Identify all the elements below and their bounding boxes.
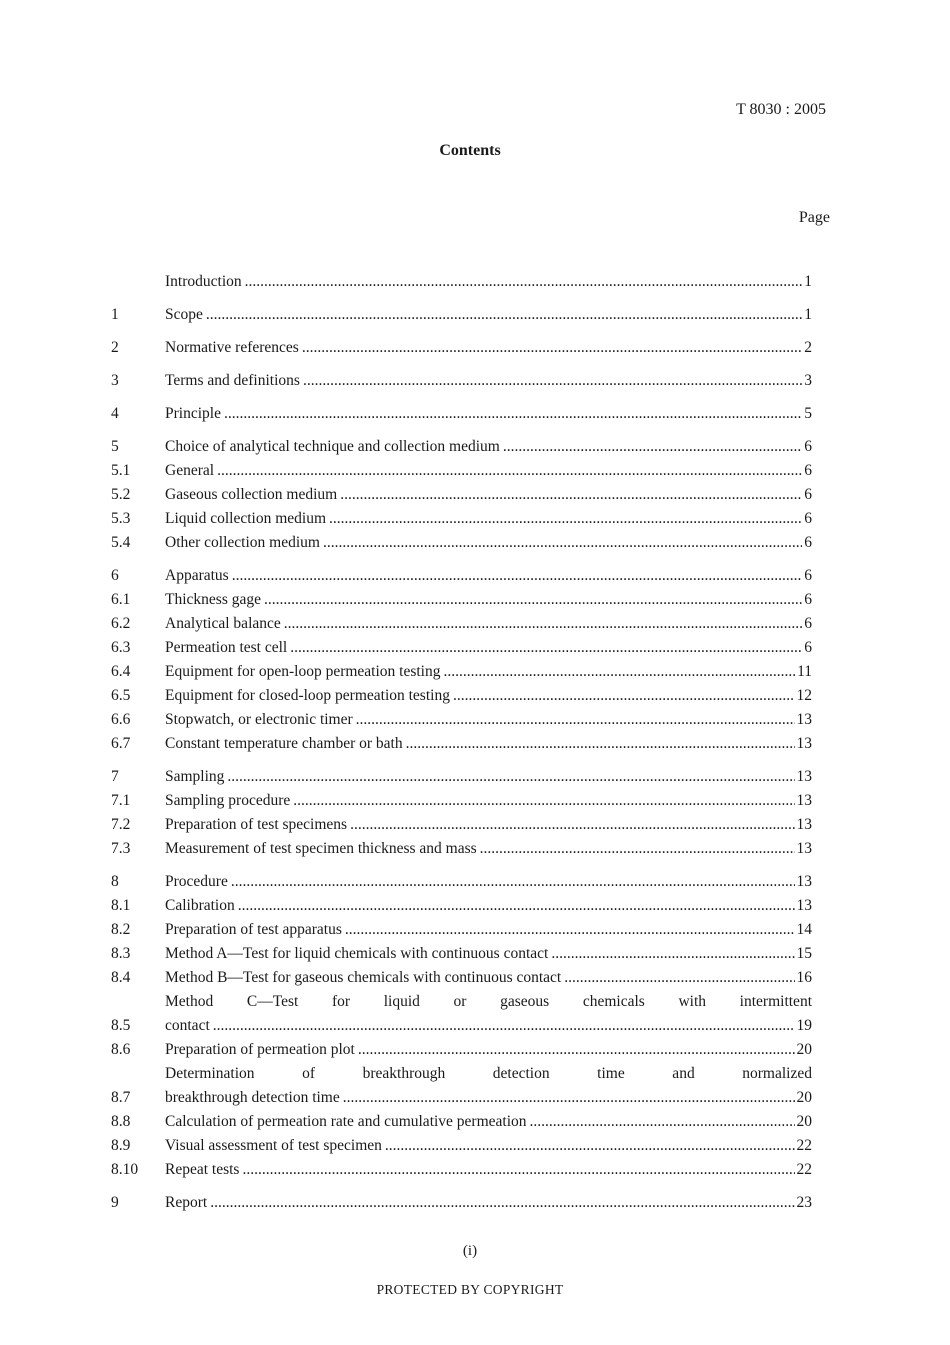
toc-entry-label: Sampling <box>165 768 225 785</box>
dot-leader <box>358 1038 795 1062</box>
toc-entry[interactable] <box>111 918 812 942</box>
dot-leader <box>284 612 802 636</box>
toc-entry-page: 13 <box>796 768 812 785</box>
dot-leader <box>264 588 802 612</box>
toc-entry-page: 13 <box>796 792 812 809</box>
dot-leader <box>242 1158 794 1182</box>
toc-entry[interactable] <box>111 684 812 708</box>
dot-leader <box>453 684 795 708</box>
toc-entry-label: Permeation test cell <box>165 639 288 656</box>
toc-entry[interactable] <box>111 789 812 813</box>
toc-entry-page: 13 <box>796 735 812 752</box>
toc-entry-label: Normative references <box>165 339 299 356</box>
toc-entry[interactable] <box>111 303 812 327</box>
dot-leader <box>245 270 803 294</box>
toc-entry-number: 1 <box>111 306 119 323</box>
toc-entry-page: 1 <box>804 273 812 290</box>
toc-entry-number: 6.6 <box>111 711 131 728</box>
toc-entry-number: 7.2 <box>111 816 131 833</box>
toc-entry-number: 4 <box>111 405 119 422</box>
toc-entry-label: Preparation of permeation plot <box>165 1041 355 1058</box>
toc-entry-number: 8.2 <box>111 921 131 938</box>
toc-entry-page: 13 <box>796 873 812 890</box>
toc-entry-label: Determination of breakthrough detection time and normalized <box>165 1065 812 1082</box>
toc-entry-label: Method C—Test for liquid or gaseous chemicals with intermittent <box>165 993 812 1010</box>
toc-entry[interactable] <box>111 765 812 789</box>
toc-entry-label: Introduction <box>165 273 242 290</box>
toc-entry-page: 6 <box>804 510 812 527</box>
toc-entry[interactable] <box>111 459 812 483</box>
toc-entry-page: 13 <box>796 711 812 728</box>
toc-entry[interactable] <box>111 483 812 507</box>
toc-entry[interactable] <box>111 990 812 1038</box>
toc-entry-page: 19 <box>796 1017 812 1034</box>
toc-entry[interactable] <box>111 1062 812 1110</box>
toc-entry-page: 1 <box>804 306 812 323</box>
toc-entry-page: 20 <box>796 1113 812 1130</box>
copyright-notice: PROTECTED BY COPYRIGHT <box>376 1282 564 1297</box>
toc-entry-number: 5.4 <box>111 534 131 551</box>
toc-entry-number: 2 <box>111 339 119 356</box>
toc-entry-page: 14 <box>796 921 812 938</box>
dot-leader <box>290 636 802 660</box>
toc-entry-label: Report <box>165 1194 208 1211</box>
toc-entry[interactable] <box>111 813 812 837</box>
toc-entry[interactable] <box>111 660 812 684</box>
toc-entry-label: Other collection medium <box>165 534 320 551</box>
toc-entry-page: 5 <box>804 405 812 422</box>
toc-entry[interactable] <box>111 369 812 393</box>
toc-entry-number: 6.5 <box>111 687 131 704</box>
toc-entry-label: Constant temperature chamber or bath <box>165 735 403 752</box>
toc-entry-label: breakthrough detection time <box>165 1089 340 1106</box>
toc-entry[interactable] <box>111 732 812 756</box>
toc-entry-page: 3 <box>804 372 812 389</box>
toc-entry[interactable] <box>111 336 812 360</box>
toc-entry[interactable] <box>111 507 812 531</box>
toc-entry[interactable] <box>111 708 812 732</box>
toc-entry-label: Choice of analytical technique and collection medium <box>165 438 500 455</box>
toc-entry-number: 6.1 <box>111 591 131 608</box>
footer-page-number: (i) <box>462 1243 478 1259</box>
dot-leader <box>356 708 795 732</box>
toc-entry-label: Thickness gage <box>165 591 261 608</box>
toc-entry-label: Apparatus <box>165 567 229 584</box>
toc-entry-page: 13 <box>796 897 812 914</box>
toc-entry-label: Measurement of test specimen thickness and mass <box>165 840 477 857</box>
toc-entry[interactable] <box>111 966 812 990</box>
toc-entry-page: 12 <box>796 687 812 704</box>
table-of-contents <box>111 270 812 1215</box>
toc-entry-number: 5.1 <box>111 462 131 479</box>
dot-leader <box>530 1110 795 1134</box>
toc-entry-number: 6.2 <box>111 615 131 632</box>
toc-entry-page: 16 <box>796 969 812 986</box>
toc-entry[interactable] <box>111 837 812 861</box>
dot-leader <box>345 918 795 942</box>
toc-entry-number: 7.1 <box>111 792 131 809</box>
toc-entry-label: Method B—Test for gaseous chemicals with continuous contact <box>165 969 562 986</box>
toc-entry-label: Principle <box>165 405 221 422</box>
dot-leader <box>564 966 794 990</box>
toc-entry-page: 6 <box>804 615 812 632</box>
toc-entry-number: 5.3 <box>111 510 131 527</box>
toc-entry[interactable] <box>111 942 812 966</box>
toc-entry[interactable] <box>111 1038 812 1062</box>
toc-entry-label: Preparation of test apparatus <box>165 921 342 938</box>
dot-leader <box>329 507 802 531</box>
page-title: Contents <box>439 142 501 159</box>
toc-entry-number: 8 <box>111 873 119 890</box>
toc-entry[interactable] <box>111 1134 812 1158</box>
toc-entry[interactable] <box>111 894 812 918</box>
toc-entry-label: Visual assessment of test specimen <box>165 1137 382 1154</box>
toc-entry-label: Calculation of permeation rate and cumulative permeation <box>165 1113 527 1130</box>
dot-leader <box>503 435 802 459</box>
toc-entry[interactable] <box>111 1158 812 1182</box>
toc-entry[interactable] <box>111 1191 812 1215</box>
toc-entry-number: 8.8 <box>111 1113 131 1130</box>
dot-leader <box>210 1191 794 1215</box>
toc-entry[interactable] <box>111 870 812 894</box>
toc-entry[interactable] <box>111 531 812 555</box>
dot-leader <box>340 483 802 507</box>
toc-entry-page: 2 <box>804 339 812 356</box>
dot-leader <box>343 1086 795 1110</box>
toc-entry[interactable] <box>111 270 812 294</box>
toc-entry-label: General <box>165 462 215 479</box>
dot-leader <box>480 837 795 861</box>
dot-leader <box>323 531 802 555</box>
dot-leader <box>293 789 794 813</box>
dot-leader <box>350 813 794 837</box>
toc-entry[interactable] <box>111 636 812 660</box>
toc-entry-number: 6 <box>111 567 119 584</box>
toc-entry-number: 8.1 <box>111 897 131 914</box>
toc-entry-label: Procedure <box>165 873 228 890</box>
toc-entry-page: 11 <box>797 663 812 680</box>
page-column-heading: Page <box>798 209 830 226</box>
toc-entry-number: 8.4 <box>111 969 131 986</box>
dot-leader <box>444 660 796 684</box>
dot-leader <box>224 402 802 426</box>
toc-entry-number: 8.7 <box>111 1089 131 1106</box>
toc-entry[interactable] <box>111 612 812 636</box>
toc-entry-number: 8.6 <box>111 1041 131 1058</box>
toc-entry-label: Equipment for open-loop permeation testing <box>165 663 441 680</box>
toc-entry-page: 13 <box>796 840 812 857</box>
toc-entry-number: 5.2 <box>111 486 131 503</box>
toc-entry-number: 8.10 <box>111 1161 139 1178</box>
toc-entry-label: Stopwatch, or electronic timer <box>165 711 353 728</box>
toc-entry-page: 22 <box>796 1161 812 1178</box>
toc-entry-number: 9 <box>111 1194 119 1211</box>
toc-entry[interactable] <box>111 588 812 612</box>
toc-entry-label: Equipment for closed-loop permeation testing <box>165 687 450 704</box>
toc-entry-page: 20 <box>796 1089 812 1106</box>
toc-entry-label: Scope <box>165 306 203 323</box>
toc-entry-page: 6 <box>804 639 812 656</box>
toc-entry-label: Gaseous collection medium <box>165 486 338 503</box>
document-code: T 8030 : 2005 <box>736 101 826 118</box>
dot-leader <box>385 1134 795 1158</box>
dot-leader <box>227 765 794 789</box>
toc-entry-number: 6.7 <box>111 735 131 752</box>
dot-leader <box>302 336 802 360</box>
toc-entry-number: 8.9 <box>111 1137 131 1154</box>
toc-entry-label: Preparation of test specimens <box>165 816 348 833</box>
toc-entry-page: 6 <box>804 534 812 551</box>
toc-entry-page: 13 <box>796 816 812 833</box>
dot-leader <box>213 1014 795 1038</box>
dot-leader <box>406 732 795 756</box>
toc-entry-page: 6 <box>804 438 812 455</box>
toc-entry-number: 6.4 <box>111 663 131 680</box>
toc-entry-label: Terms and definitions <box>165 372 300 389</box>
dot-leader <box>231 870 795 894</box>
dot-leader <box>206 303 802 327</box>
toc-entry-number: 8.5 <box>111 1017 131 1034</box>
toc-entry-label: Calibration <box>165 897 235 914</box>
toc-entry-label: Sampling procedure <box>165 792 291 809</box>
toc-entry[interactable] <box>111 402 812 426</box>
toc-entry-number: 5 <box>111 438 119 455</box>
toc-entry-label: Liquid collection medium <box>165 510 326 527</box>
toc-entry-page: 6 <box>804 486 812 503</box>
toc-entry-page: 23 <box>796 1194 812 1211</box>
toc-entry[interactable] <box>111 435 812 459</box>
toc-entry-page: 6 <box>804 567 812 584</box>
dot-leader <box>217 459 802 483</box>
toc-entry-number: 6.3 <box>111 639 131 656</box>
toc-entry[interactable] <box>111 564 812 588</box>
toc-entry-page: 15 <box>796 945 812 962</box>
toc-entry-number: 7 <box>111 768 119 785</box>
toc-entry-number: 3 <box>111 372 119 389</box>
toc-entry-page: 6 <box>804 462 812 479</box>
toc-entry[interactable] <box>111 1110 812 1134</box>
toc-entry-label: contact <box>165 1017 210 1034</box>
toc-entry-number: 8.3 <box>111 945 131 962</box>
toc-entry-page: 20 <box>796 1041 812 1058</box>
dot-leader <box>238 894 795 918</box>
toc-entry-label: Analytical balance <box>165 615 281 632</box>
toc-entry-page: 22 <box>796 1137 812 1154</box>
dot-leader <box>232 564 803 588</box>
dot-leader <box>303 369 802 393</box>
toc-entry-number: 7.3 <box>111 840 131 857</box>
toc-entry-label: Method A—Test for liquid chemicals with continuous contact <box>165 945 549 962</box>
dot-leader <box>551 942 794 966</box>
toc-entry-label: Repeat tests <box>165 1161 240 1178</box>
toc-entry-page: 6 <box>804 591 812 608</box>
